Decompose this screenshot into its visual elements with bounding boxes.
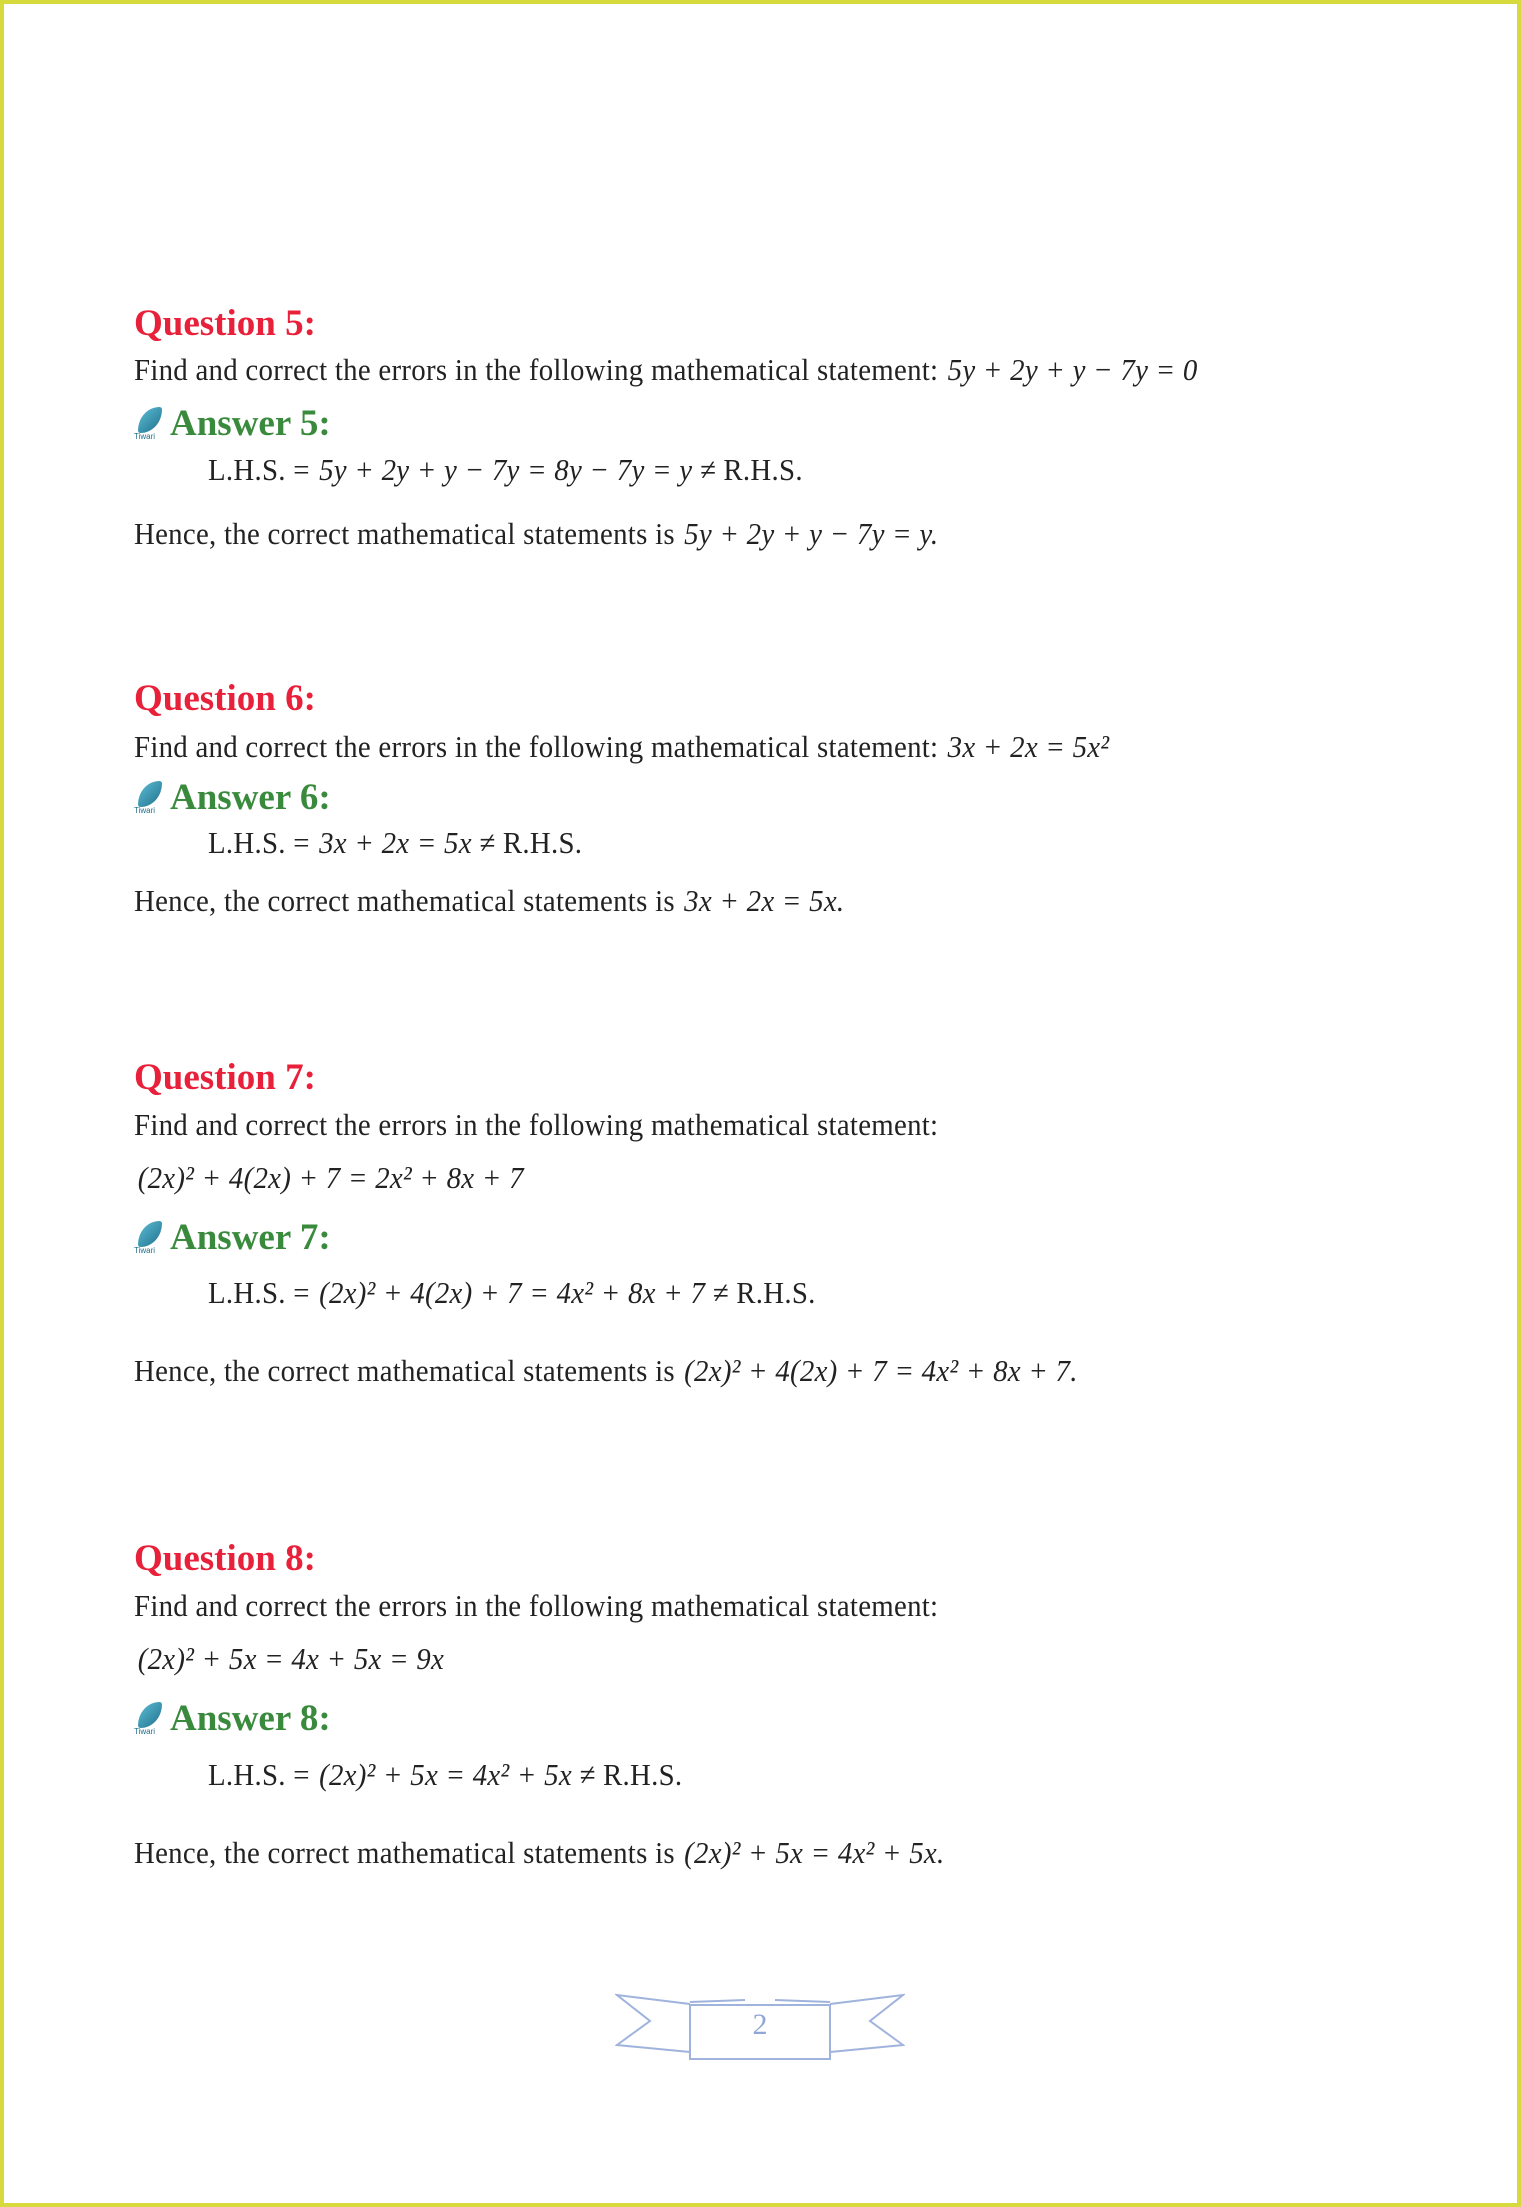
answer-7-lhs: L.H.S. = (2x)² + 4(2x) + 7 = 4x² + 8x + 7 ≠ R.H.S. [208,1275,816,1310]
question-6-equation: 3x + 2x = 5x² [947,729,1110,764]
question-5-heading: Question 5: [134,303,316,344]
answer-5-heading: Tiwari Answer 5: [134,403,331,444]
question-5-text: Find and correct the errors in the following mathematical statement: 5y + 2y + y − 7y = 0 [134,352,1198,387]
answer-8-conclusion: Hence, the correct mathematical statements is (2x)² + 5x = 4x² + 5x. [134,1835,945,1870]
page-number-ribbon [615,1990,905,2070]
answer-8-heading: Tiwari Answer 8: [134,1698,331,1739]
answer-8-lhs: L.H.S. = (2x)² + 5x = 4x² + 5x ≠ R.H.S. [208,1757,683,1792]
answer-6-lhs: L.H.S. = 3x + 2x = 5x ≠ R.H.S. [208,825,583,860]
question-7-heading: Question 7: [134,1057,316,1098]
question-6-heading: Question 6: [134,678,316,719]
answer-6-conclusion: Hence, the correct mathematical statements is 3x + 2x = 5x. [134,883,845,918]
question-6-text: Find and correct the errors in the following mathematical statement: 3x + 2x = 5x² [134,729,1110,764]
answer-7-heading: Tiwari Answer 7: [134,1217,331,1258]
answer-5-lhs: L.H.S. = 5y + 2y + y − 7y = 8y − 7y = y ≠ R.H.S. [208,452,803,487]
question-8-heading: Question 8: [134,1538,316,1579]
answer-7-conclusion: Hence, the correct mathematical statements is (2x)² + 4(2x) + 7 = 4x² + 8x + 7. [134,1353,1078,1388]
question-7-text: Find and correct the errors in the following mathematical statement: [134,1107,939,1142]
question-5-equation: 5y + 2y + y − 7y = 0 [947,352,1198,387]
answer-6-heading: Tiwari Answer 6: [134,777,331,818]
tiwari-logo-icon: Tiwari [134,1221,164,1255]
question-8-equation: (2x)² + 5x = 4x + 5x = 9x [137,1641,445,1676]
page-number: 2 [752,2008,768,2041]
tiwari-logo-icon: Tiwari [134,781,164,815]
question-8-text: Find and correct the errors in the following mathematical statement: [134,1588,939,1623]
answer-5-conclusion: Hence, the correct mathematical statements is 5y + 2y + y − 7y = y. [134,516,939,551]
tiwari-logo-icon: Tiwari [134,1702,164,1736]
tiwari-logo-icon: Tiwari [134,407,164,441]
question-7-equation: (2x)² + 4(2x) + 7 = 2x² + 8x + 7 [137,1160,524,1195]
